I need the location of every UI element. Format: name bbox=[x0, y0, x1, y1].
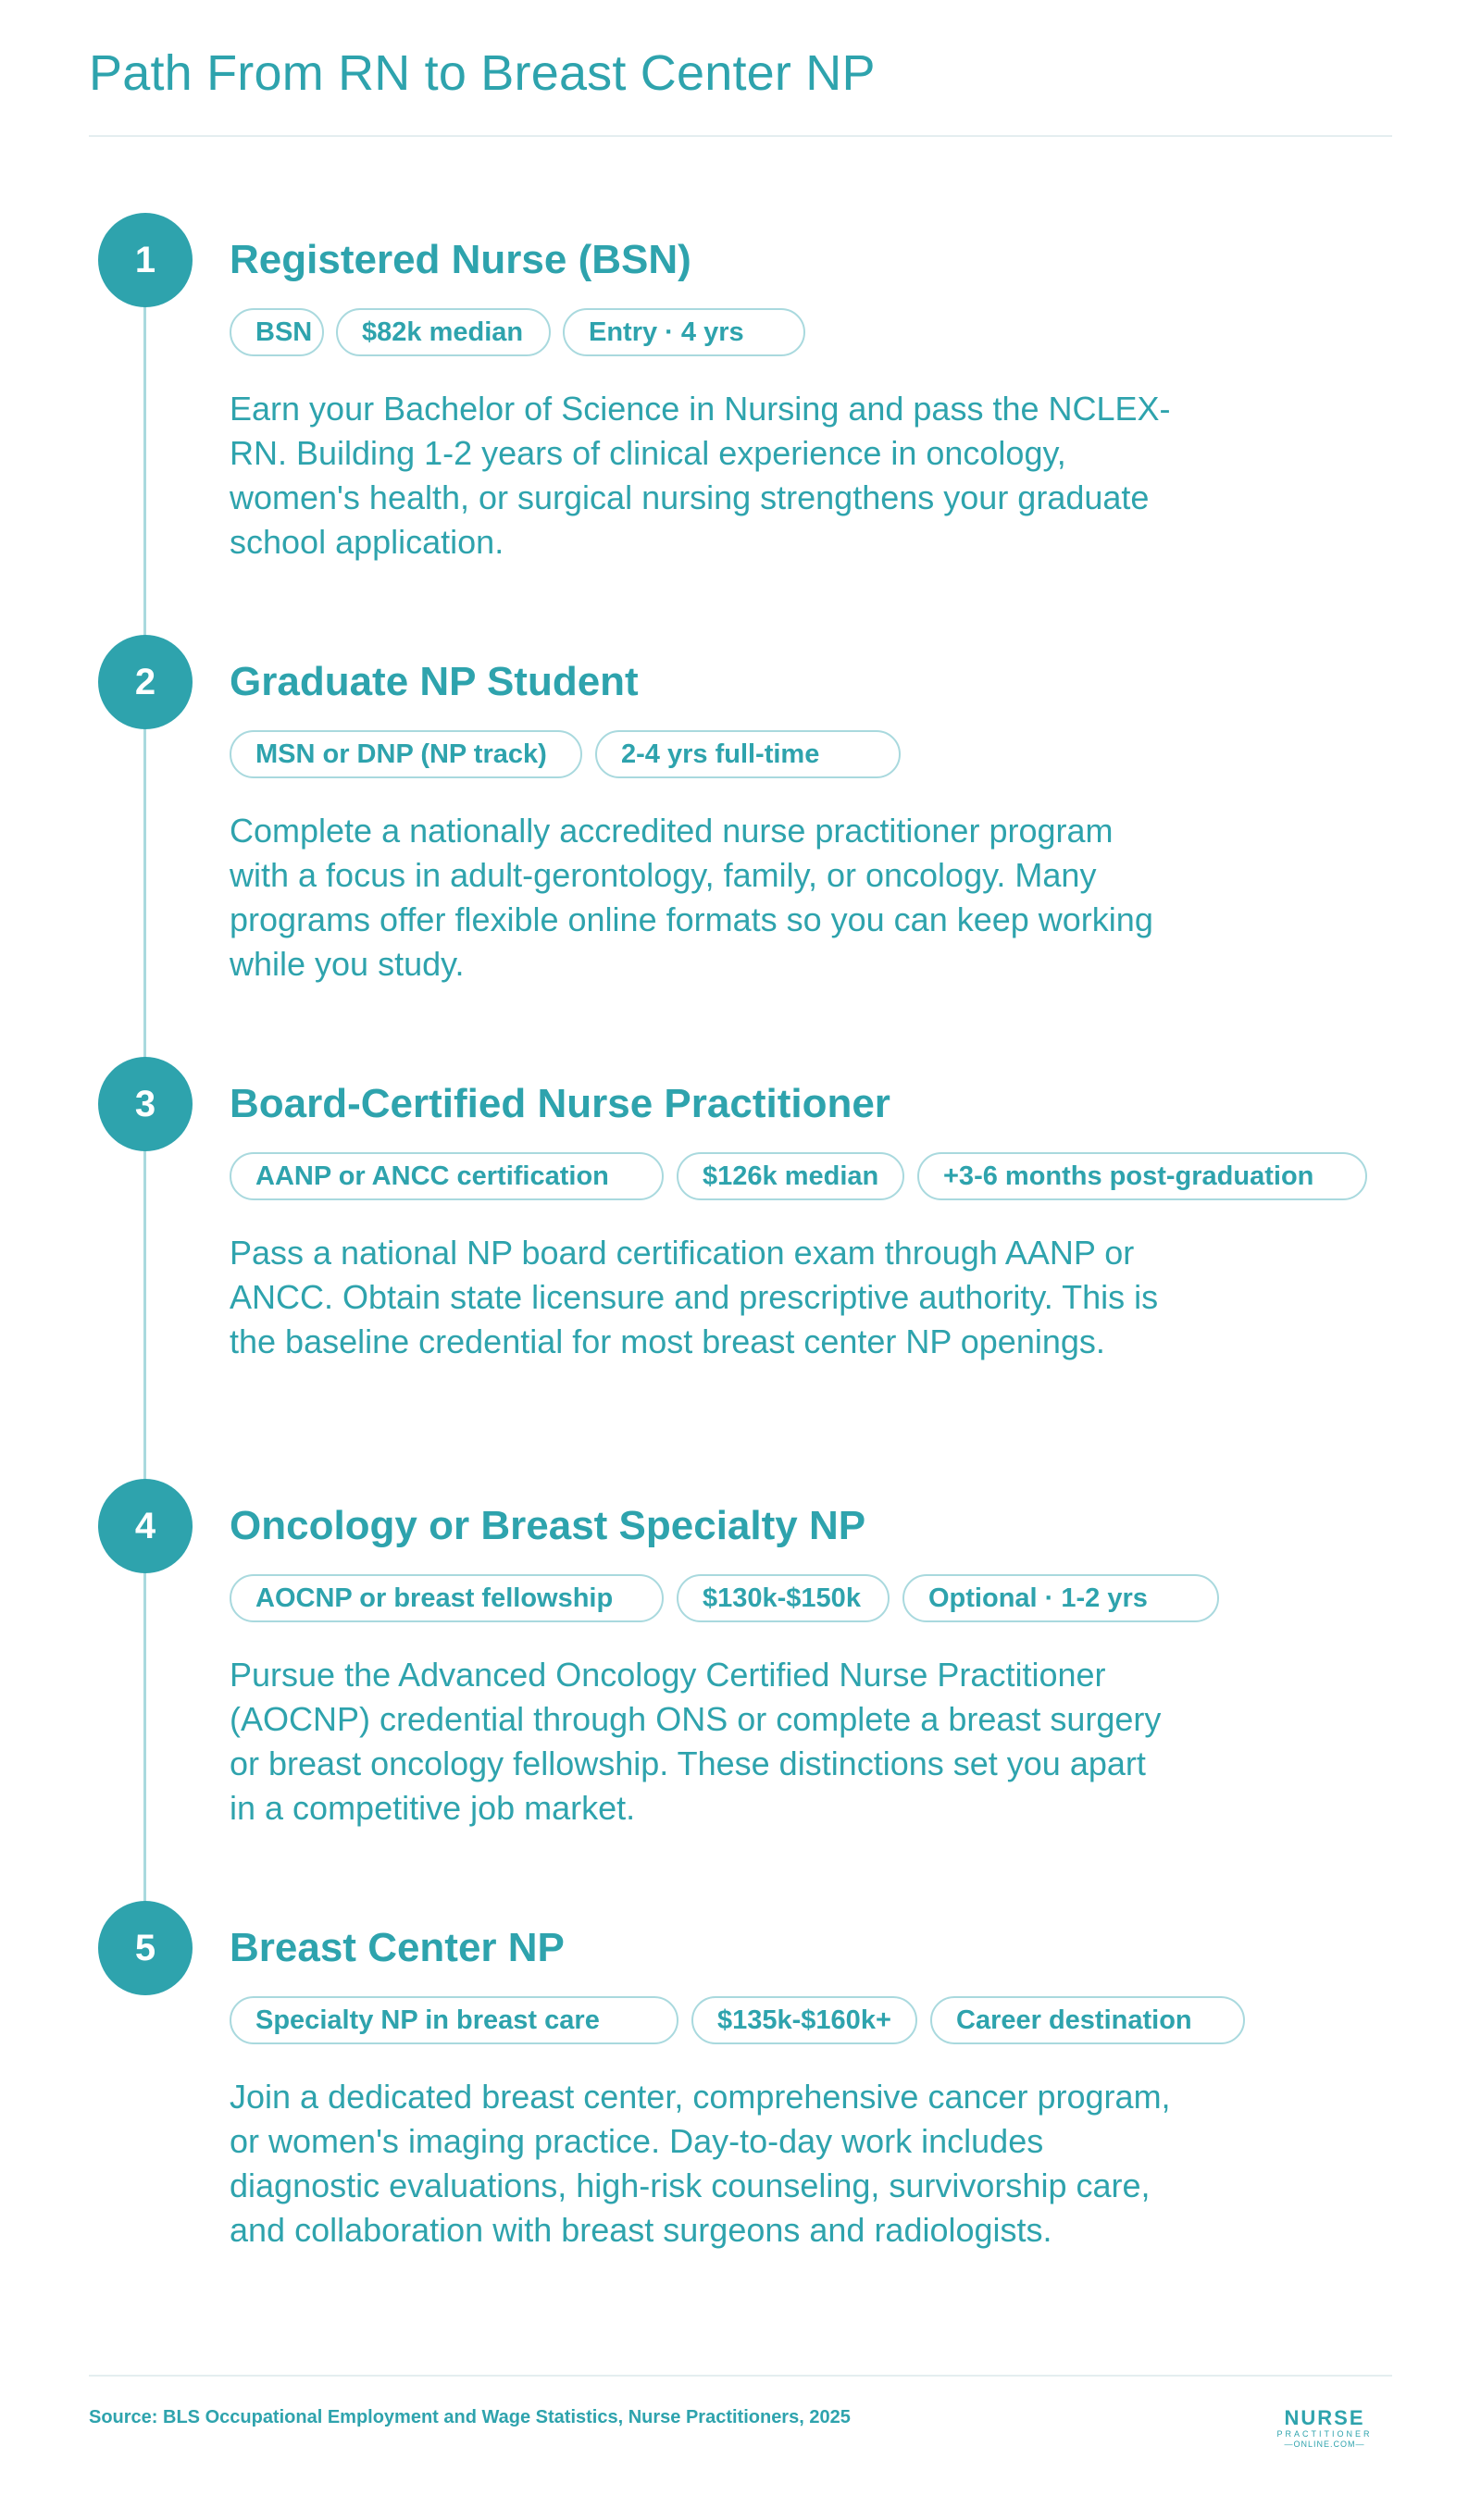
step-title: Oncology or Breast Specialty NP bbox=[230, 1503, 866, 1548]
tag-salary: $130k-$150k bbox=[677, 1574, 890, 1622]
step-number-badge: 4 bbox=[98, 1479, 193, 1573]
tag-duration: Entry · 4 yrs bbox=[563, 308, 805, 356]
page-title: Path From RN to Breast Center NP bbox=[89, 45, 876, 101]
tag-salary: $135k-$160k+ bbox=[691, 1996, 917, 2044]
step-title: Breast Center NP bbox=[230, 1925, 565, 1970]
tag-certification: AOCNP or breast fellowship bbox=[230, 1574, 664, 1622]
step-description: Earn your Bachelor of Science in Nursing and pass the NCLEX-RN. Building 1-2 years of clinical experience in oncology, women's health, or surgical nursing strengthens your graduate school application. bbox=[230, 390, 1171, 561]
step-title: Registered Nurse (BSN) bbox=[230, 237, 691, 282]
header-divider bbox=[89, 135, 1392, 137]
logo-domain: —ONLINE.COM— bbox=[1284, 2439, 1365, 2449]
step-description: Complete a nationally accredited nurse practitioner program with a focus in adult-gerontology, family, or oncology. Many programs offer flexible online formats so you can keep working while you study. bbox=[230, 812, 1153, 983]
step-number-badge: 5 bbox=[98, 1901, 193, 1995]
tag-role: Specialty NP in breast care bbox=[230, 1996, 678, 2044]
step-description: Pursue the Advanced Oncology Certified Nurse Practitioner (AOCNP) credential through ONS or complete a breast surgery or breast oncology fellowship. These distinctions set you apart in a competitive job market. bbox=[230, 1656, 1162, 1827]
brand-logo bbox=[1273, 2408, 1376, 2450]
tag-salary: $82k median bbox=[336, 308, 551, 356]
tag-degree: MSN or DNP (NP track) bbox=[230, 730, 582, 778]
logo-subline: PRACTITIONER bbox=[1276, 2429, 1373, 2439]
tag-degree: BSN bbox=[230, 308, 324, 356]
tag-certification: AANP or ANCC certification bbox=[230, 1152, 664, 1200]
step-title: Board-Certified Nurse Practitioner bbox=[230, 1081, 890, 1126]
step-title: Graduate NP Student bbox=[230, 659, 639, 704]
step-description: Join a dedicated breast center, comprehensive cancer program, or women's imaging practice. Day-to-day work includes diagnostic evaluations, high-risk counseling, survivorship care, and collaboration with breast surgeons and radiologists. bbox=[230, 2078, 1171, 2249]
source-note: Source: BLS Occupational Employment and Wage Statistics, Nurse Practitioners, 2025 bbox=[89, 2407, 851, 2427]
tag-salary: $126k median bbox=[677, 1152, 904, 1200]
tag-duration: Optional · 1-2 yrs bbox=[902, 1574, 1219, 1622]
footer-divider bbox=[89, 2375, 1392, 2377]
step-number-badge: 2 bbox=[98, 635, 193, 729]
tag-duration: 2-4 yrs full-time bbox=[595, 730, 901, 778]
logo-wordmark: NURSE bbox=[1284, 2406, 1365, 2429]
step-description: Pass a national NP board certification exam through AANP or ANCC. Obtain state licensure and prescriptive authority. This is the baseline credential for most breast center NP openings. bbox=[230, 1234, 1159, 1360]
tag-duration: +3-6 months post-graduation bbox=[917, 1152, 1367, 1200]
step-number-badge: 3 bbox=[98, 1057, 193, 1151]
tag-destination: Career destination bbox=[930, 1996, 1245, 2044]
step-number-badge: 1 bbox=[98, 213, 193, 307]
